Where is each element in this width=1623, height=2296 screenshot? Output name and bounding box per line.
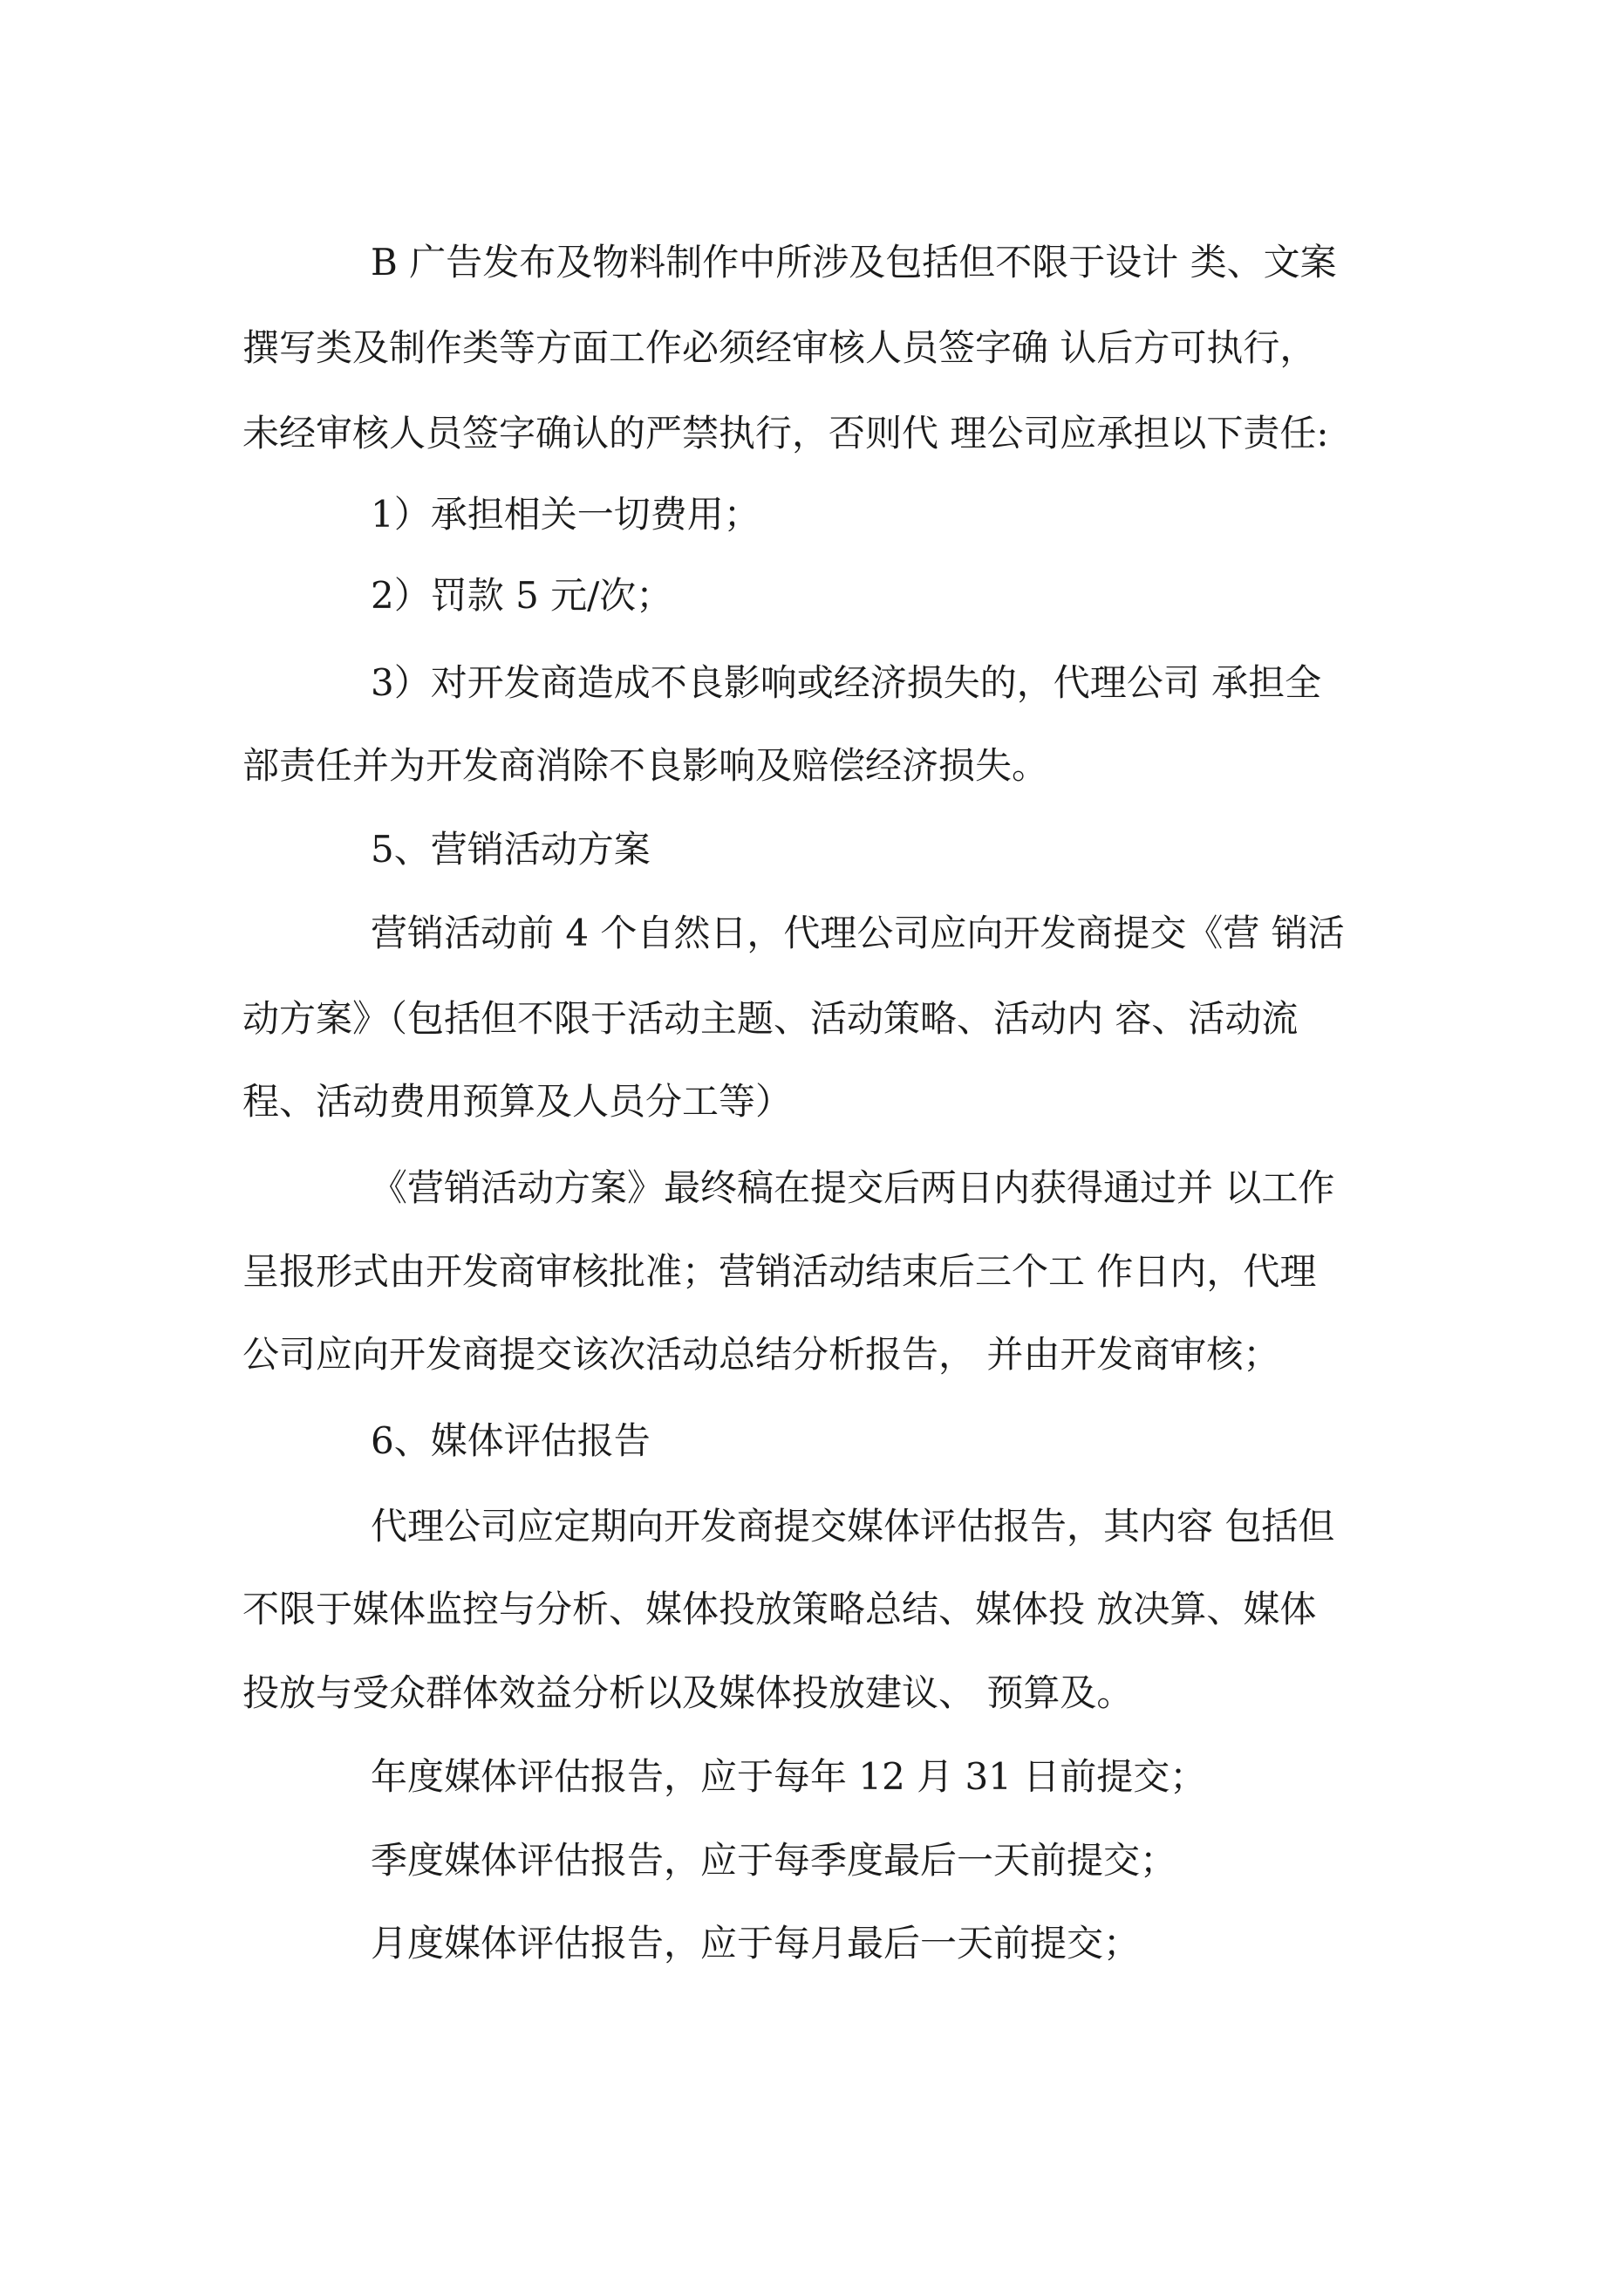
- section-heading: 5、营销活动方案: [371, 828, 651, 871]
- paragraph-line: 程、活动费用预算及人员分工等）: [242, 1080, 793, 1123]
- list-item: 1）承担相关一切费用；: [371, 493, 760, 536]
- list-item: 2）罚款 5 元/次；: [371, 574, 673, 617]
- paragraph-line: 投放与受众群体效益分析以及媒体投放建议、 预算及。: [242, 1671, 1134, 1714]
- paragraph-line: 年度媒体评估报告，应于每年 12 月 31 日前提交；: [371, 1755, 1207, 1798]
- paragraph-line: 《营销活动方案》最终稿在提交后两日内获得通过并 以工作: [371, 1166, 1335, 1209]
- paragraph-line: 部责任并为开发商消除不良影响及赔偿经济损失。: [242, 744, 1049, 787]
- paragraph-line: 公司应向开发商提交该次活动总结分析报告， 并由开发商审核；: [242, 1333, 1280, 1376]
- paragraph-line: 营销活动前 4 个自然日，代理公司应向开发商提交《营 销活: [371, 912, 1345, 954]
- paragraph-line: 月度媒体评估报告，应于每月最后一天前提交；: [371, 1922, 1141, 1965]
- section-heading: 6、媒体评估报告: [371, 1419, 651, 1462]
- paragraph-line: 未经审核人员签字确认的严禁执行，否则代 理公司应承担以下责任:: [242, 412, 1329, 454]
- paragraph-line: 呈报形式由开发商审核批准；营销活动结束后三个工 作日内，代理: [242, 1250, 1317, 1293]
- paragraph-line: B 广告发布及物料制作中所涉及包括但不限于设计 类、文案: [371, 241, 1337, 284]
- list-item: 3）对开发商造成不良影响或经济损失的，代理公司 承担全: [371, 661, 1322, 704]
- paragraph-line: 代理公司应定期向开发商提交媒体评估报告，其内容 包括但: [371, 1505, 1335, 1548]
- paragraph-line: 不限于媒体监控与分析、媒体投放策略总结、媒体投 放决算、媒体: [242, 1588, 1317, 1630]
- paragraph-line: 撰写类及制作类等方面工作必须经审核人员签字确 认后方可执行，: [242, 326, 1317, 369]
- paragraph-line: 季度媒体评估报告，应于每季度最后一天前提交；: [371, 1839, 1177, 1882]
- paragraph-line: 动方案》（包括但不限于活动主题、活动策略、活动内 容、活动流: [242, 997, 1299, 1040]
